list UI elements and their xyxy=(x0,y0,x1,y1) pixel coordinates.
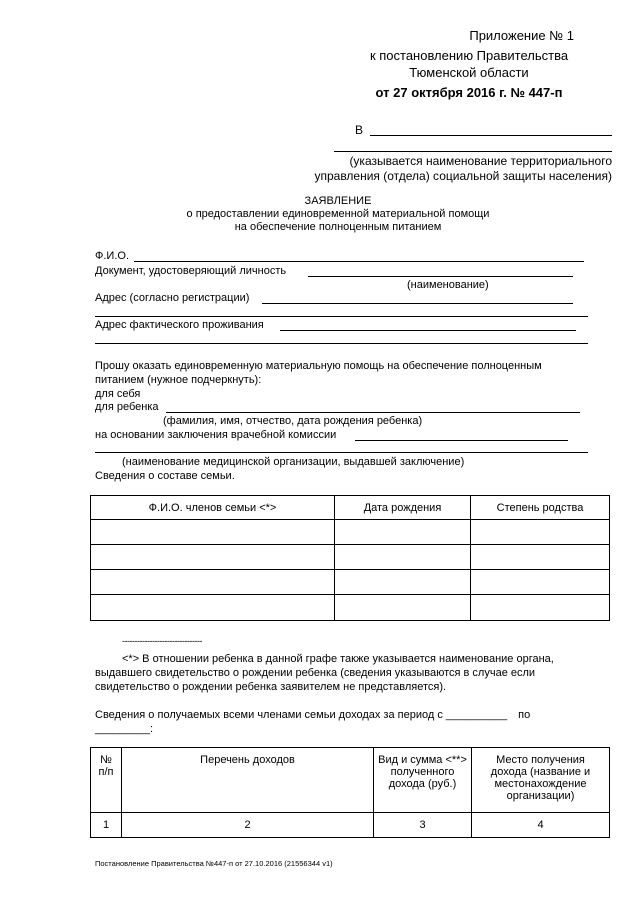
income-col-place-l2: дохода (название и xyxy=(490,766,591,778)
footnote-separator: -------------------------------- xyxy=(122,636,202,646)
id-document-field xyxy=(308,276,573,277)
family-row xyxy=(91,520,610,545)
fio-label: Ф.И.О. xyxy=(95,250,129,262)
med-org-field xyxy=(95,452,588,453)
region-name: Тюменской области xyxy=(409,65,529,80)
resolution-ref: к постановлению Правительства xyxy=(369,48,569,63)
appendix-number: Приложение № 1 xyxy=(469,28,574,43)
option-child: для ребенка xyxy=(95,401,159,413)
footnote-line-2: выдавшего свидетельство о рождении ребенка (сведения указываются в случае если xyxy=(95,667,536,679)
actual-address-field-2 xyxy=(95,343,588,344)
reg-address-field-2 xyxy=(95,316,588,317)
addressee-line-2 xyxy=(334,151,612,152)
income-col-amount xyxy=(374,748,472,813)
income-col-amount-l1: Вид и сумма <**> xyxy=(378,754,467,766)
income-table xyxy=(90,747,610,838)
footnote-line-3: свидетельство о рождении ребенка заявителем не представляется). xyxy=(95,681,447,693)
option-self: для себя xyxy=(95,388,141,400)
family-row xyxy=(91,545,610,570)
income-num-1: 1 xyxy=(91,813,122,838)
income-num-3: 3 xyxy=(374,813,472,838)
family-row xyxy=(91,570,610,595)
income-col-number-l2: п/п xyxy=(98,766,114,778)
income-intro xyxy=(95,709,530,721)
footnote-line-1: <*> В отношении ребенка в данной графе также указывается наименование органа, xyxy=(122,653,554,665)
income-col-place-l4: организации) xyxy=(506,790,575,802)
actual-address-field xyxy=(280,330,576,331)
id-document-note: (наименование) xyxy=(407,279,489,291)
income-col-number-l1: № xyxy=(100,754,112,766)
income-col-amount-l2: полученного xyxy=(390,766,455,778)
addressee-prefix: В xyxy=(355,123,364,137)
income-col-place xyxy=(472,748,610,813)
income-period-to-label: по xyxy=(518,709,531,721)
request-text-1: Прошу оказать единовременную материальную помощь на обеспечение полноценным xyxy=(95,360,542,372)
family-table xyxy=(90,495,610,621)
income-col-place-l3: местонахождение xyxy=(494,778,587,790)
basis-field xyxy=(355,440,568,441)
income-period-from: __________ xyxy=(445,709,508,721)
resolution-date-number: от 27 октября 2016 г. № 447-п xyxy=(375,85,563,100)
reg-address-label: Адрес (согласно регистрации) xyxy=(95,292,250,304)
child-note: (фамилия, имя, отчество, дата рождения ребенка) xyxy=(163,415,423,427)
addressee-line-1 xyxy=(370,135,612,136)
actual-address-label: Адрес фактического проживания xyxy=(95,319,264,331)
income-period-to: _________: xyxy=(95,723,154,735)
document-subtitle-2: на обеспечение полноценным питанием xyxy=(234,221,442,233)
family-info-label: Сведения о составе семьи. xyxy=(95,470,235,482)
addressee-note-1: (указывается наименование территориального xyxy=(349,154,612,168)
addressee-note-2: управления (отдела) социальной защиты населения) xyxy=(314,169,612,183)
basis-label: на основании заключения врачебной комиссии xyxy=(95,429,337,441)
request-text-2: питанием (нужное подчеркнуть): xyxy=(95,374,262,386)
page-footer: Постановление Правительства №447-п от 27.10.2016 (21556344 v1) xyxy=(95,859,333,868)
reg-address-field xyxy=(262,303,573,304)
income-num-4: 4 xyxy=(472,813,610,838)
income-col-place-l1: Место получения xyxy=(496,754,585,766)
income-intro-text: Сведения о получаемых всеми членами семьи доходах за период с xyxy=(95,709,443,721)
income-col-list: Перечень доходов xyxy=(122,748,374,813)
child-field xyxy=(166,412,580,413)
family-col-birthdate: Дата рождения xyxy=(335,496,471,520)
income-col-number xyxy=(91,748,122,813)
family-col-fio: Ф.И.О. членов семьи <*> xyxy=(91,496,335,520)
med-org-note: (наименование медицинской организации, выдавшей заключение) xyxy=(122,456,465,468)
fio-field xyxy=(134,261,584,262)
income-num-2: 2 xyxy=(122,813,374,838)
document-subtitle-1: о предоставлении единовременной материальной помощи xyxy=(186,208,490,220)
income-col-amount-l3: дохода (руб.) xyxy=(388,778,457,790)
income-number-row xyxy=(91,813,610,838)
family-row xyxy=(91,595,610,621)
family-col-relation: Степень родства xyxy=(471,496,610,520)
document-title: ЗАЯВЛЕНИЕ xyxy=(304,195,372,207)
id-document-label: Документ, удостоверяющий личность xyxy=(95,265,287,277)
